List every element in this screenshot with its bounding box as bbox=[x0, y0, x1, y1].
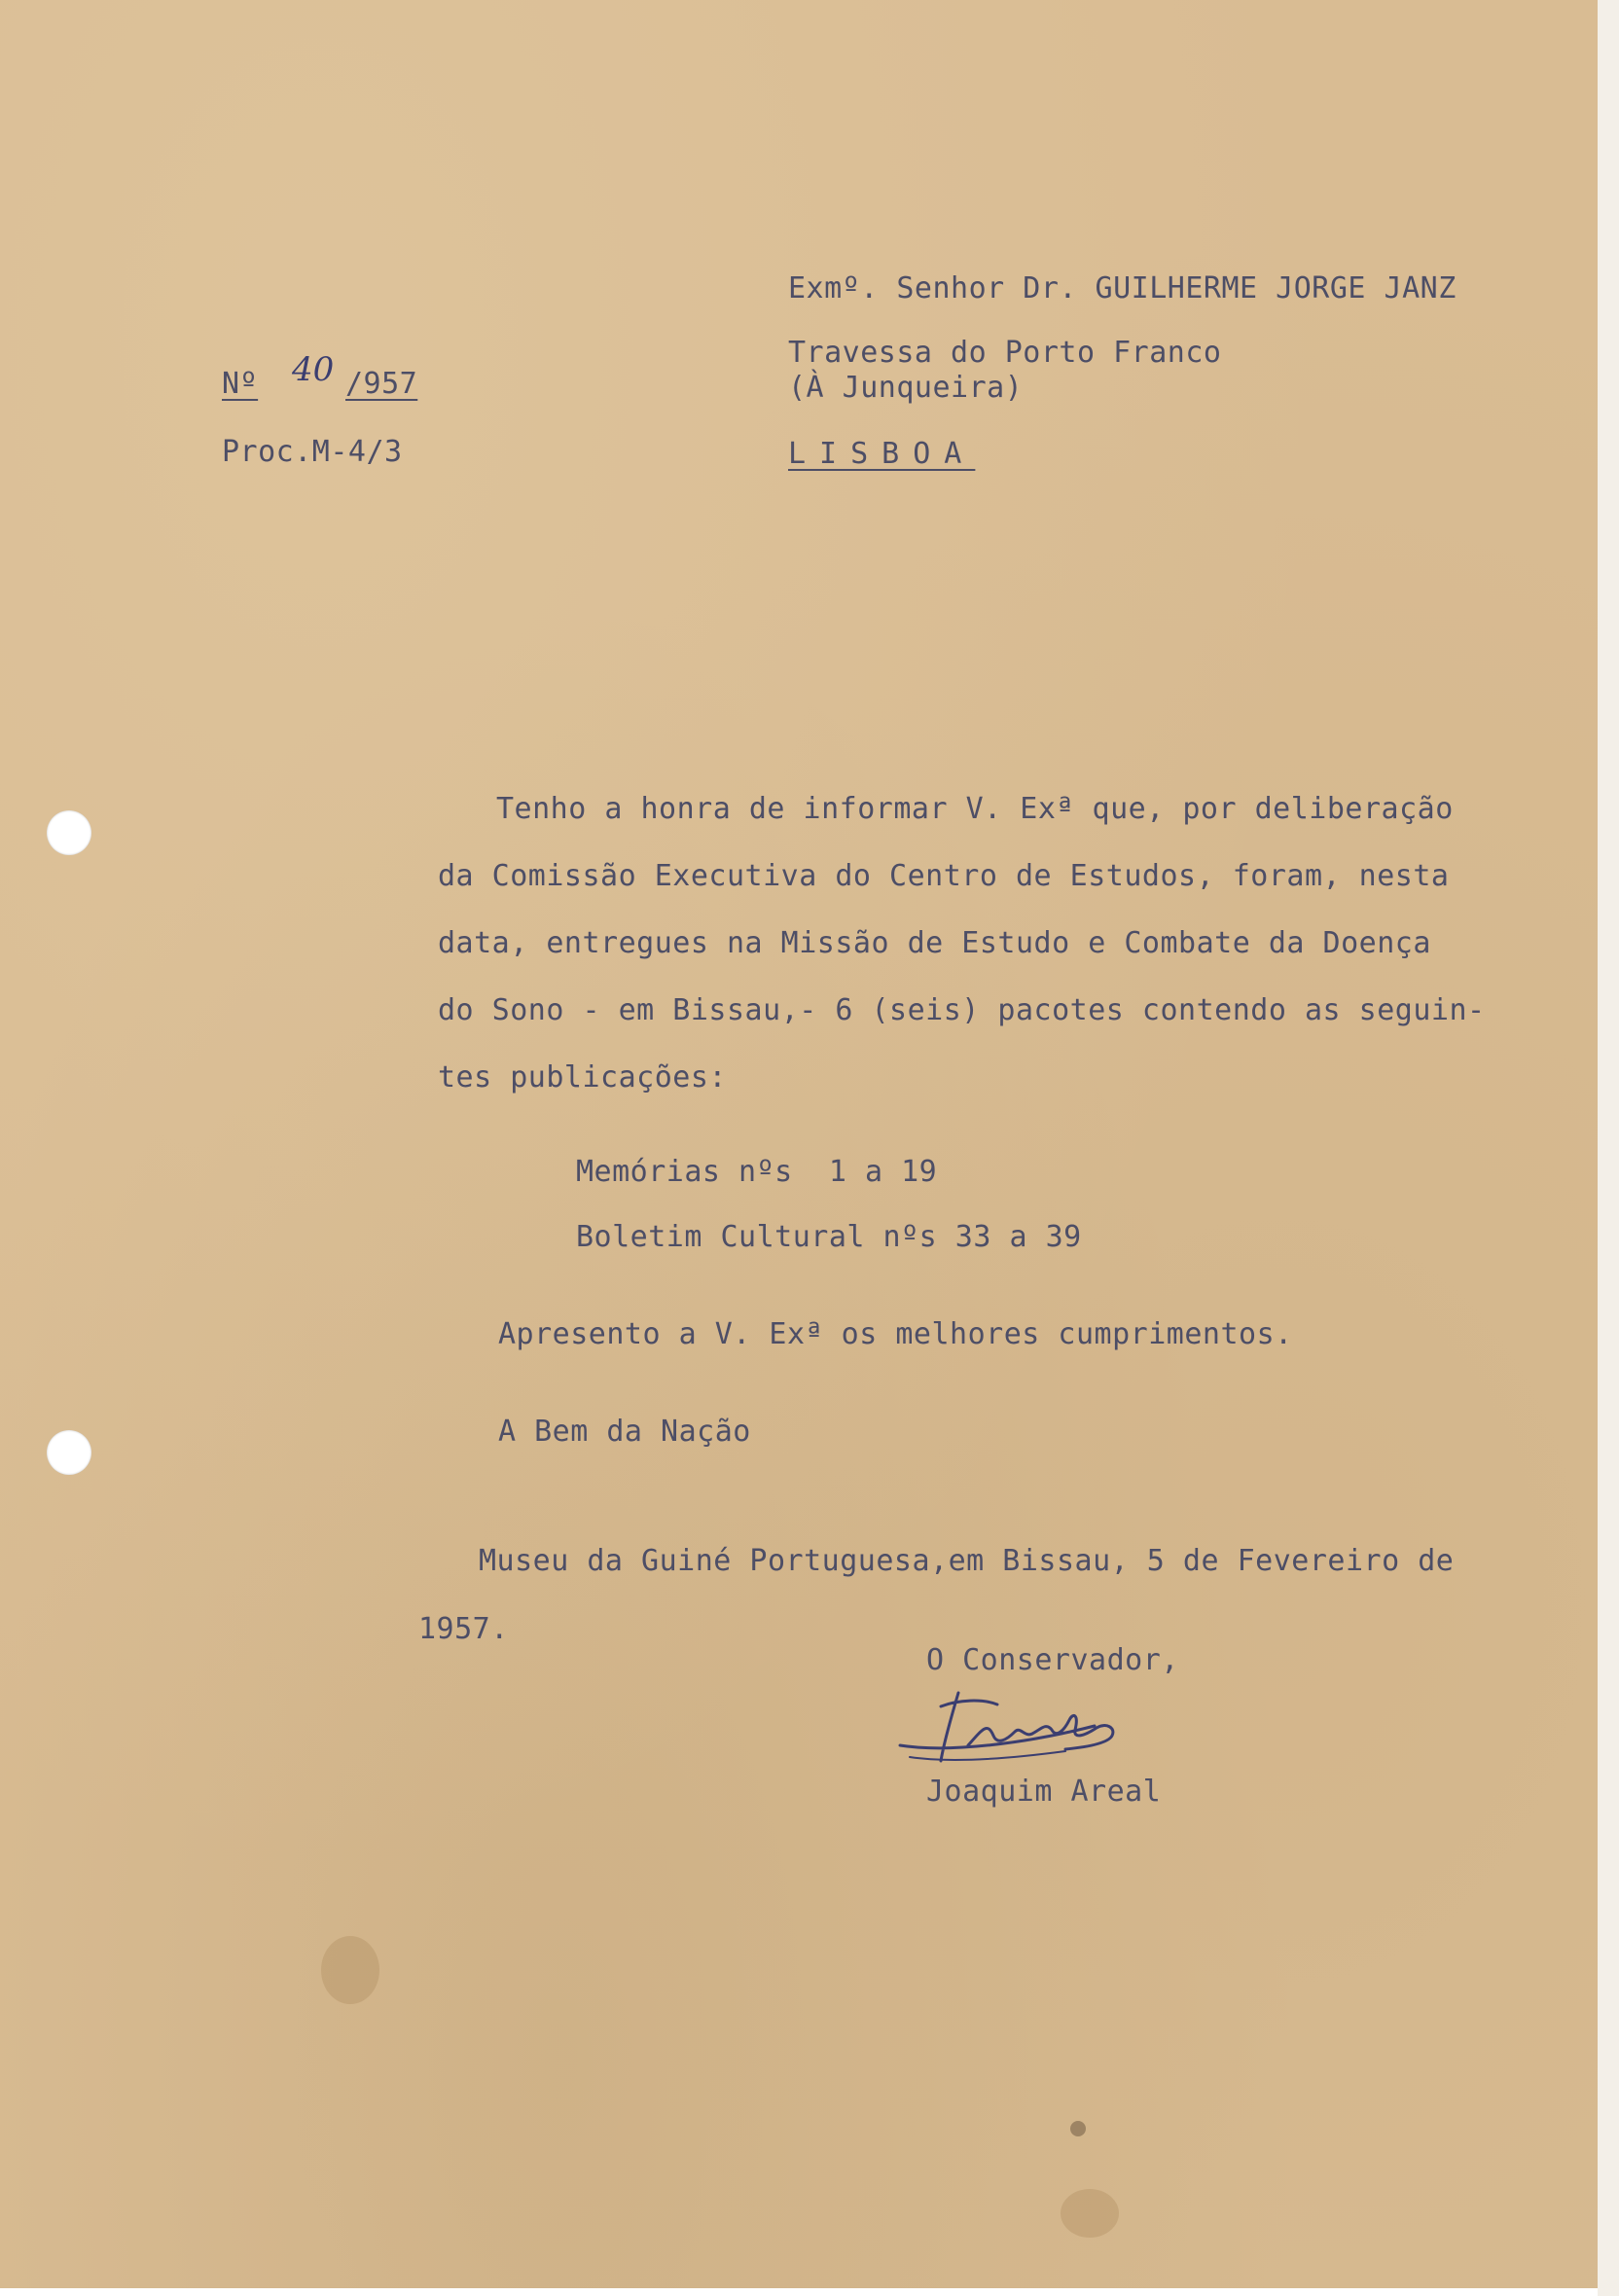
address-city: LISBOA bbox=[788, 437, 976, 471]
publication-item: Memórias nºs 1 a 19 bbox=[576, 1155, 938, 1189]
stain-spot bbox=[1061, 2189, 1119, 2238]
publication-item: Boletim Cultural nºs 33 a 39 bbox=[576, 1220, 1082, 1254]
page-margin bbox=[1598, 0, 1619, 2296]
handwritten-signature bbox=[890, 1675, 1182, 1782]
body-line: tes publicações: bbox=[438, 1060, 727, 1094]
motto-line: A Bem da Nação bbox=[498, 1415, 751, 1449]
punch-hole-bottom bbox=[47, 1430, 91, 1475]
address-line-1: Travessa do Porto Franco bbox=[788, 336, 1222, 370]
closing-line: Apresento a V. Exª os melhores cumprimentos. bbox=[498, 1317, 1293, 1351]
address-line-2: (À Junqueira) bbox=[788, 371, 1024, 405]
ref-number-prefix: Nº bbox=[222, 367, 259, 401]
place-date-line: Museu da Guiné Portuguesa,em Bissau, 5 de Fevereiro de bbox=[479, 1544, 1455, 1578]
addressee-salutation: Exmº. Senhor Dr. GUILHERME JORGE JANZ bbox=[788, 271, 1457, 305]
proc-reference: Proc.M-4/3 bbox=[222, 435, 403, 469]
signatory-name: Joaquim Areal bbox=[926, 1775, 1162, 1809]
place-date-year: 1957. bbox=[418, 1612, 509, 1646]
body-line: data, entregues na Missão de Estudo e Combate da Doença bbox=[438, 926, 1431, 960]
stain-spot bbox=[1070, 2121, 1086, 2136]
signatory-title: O Conservador, bbox=[926, 1643, 1179, 1677]
stain-spot bbox=[321, 1936, 379, 2004]
body-line: Tenho a honra de informar V. Exª que, por deliberação bbox=[496, 792, 1454, 826]
punch-hole-top bbox=[47, 810, 91, 855]
body-line: do Sono - em Bissau,- 6 (seis) pacotes contendo as seguin- bbox=[438, 993, 1486, 1027]
ref-number-handwritten: 40 bbox=[292, 350, 335, 389]
body-line: da Comissão Executiva do Centro de Estudos, foram, nesta bbox=[438, 859, 1450, 893]
ref-number-year: /957 bbox=[345, 367, 418, 401]
